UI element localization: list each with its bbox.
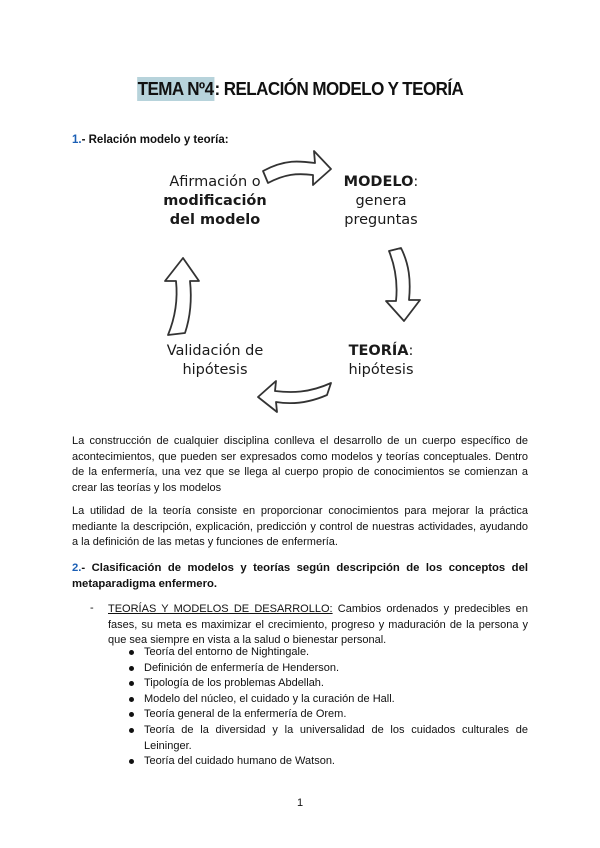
label-rest: : bbox=[413, 174, 419, 190]
page-number: 1 bbox=[296, 797, 304, 809]
label-line: preguntas bbox=[344, 212, 418, 228]
label-line: hipótesis bbox=[348, 362, 414, 378]
diagram-label-model bbox=[326, 173, 436, 230]
theory-list bbox=[108, 645, 528, 770]
paragraph-2: La utilidad de la teoría consiste en proporcionar conocimientos para mejorar la práctica mediante la descripción, explicación, predicción y control de nuestras actividades, ayudando a la definición de las metas y funciones de enfermería. bbox=[72, 505, 528, 549]
diagram-label-validation bbox=[155, 342, 275, 380]
label-bold: TEORÍA bbox=[348, 343, 409, 359]
arrow-down-icon bbox=[386, 248, 420, 321]
title-rest: : RELACIÓN MODELO Y TEORÍA bbox=[214, 78, 464, 99]
label-line: modificación bbox=[163, 193, 267, 209]
arrow-left-icon bbox=[258, 381, 331, 412]
list-item: Teoría general de la enfermería de Orem. bbox=[108, 707, 528, 723]
title-highlight: TEMA Nº4 bbox=[137, 78, 214, 99]
section-1-heading bbox=[72, 134, 229, 146]
paragraph-1: La construcción de cualquier disciplina conlleva el desarrollo de un cuerpo específico de acontecimientos, que pueden ser expresados como modelos y teorías conceptuales. Dentro de la enfermería, una vez que se llega al cuerpo propio de conocimientos se comienzan a crear las teorías y los modelos bbox=[72, 435, 528, 494]
list-item: Teoría del cuidado humano de Watson. bbox=[108, 754, 528, 770]
label-bold: MODELO bbox=[343, 174, 414, 190]
diagram-label-theory bbox=[326, 342, 436, 380]
subsection-heading: TEORÍAS Y MODELOS DE DESARROLLO: bbox=[108, 603, 333, 615]
section-2-heading bbox=[72, 561, 528, 592]
list-dash: - bbox=[90, 602, 94, 614]
section-2-number: 2. bbox=[72, 562, 82, 574]
subsection-text: Cambios ordenados y predecibles en fases, su meta es maximizar el crecimiento, progreso y maduración de la persona y que sea siempre en vista a la salud o bienestar personal. bbox=[108, 603, 528, 647]
label-line: genera bbox=[355, 193, 407, 209]
label-rest: : bbox=[408, 343, 414, 359]
list-item: Definición de enfermería de Henderson. bbox=[108, 661, 528, 677]
section-1-number: 1. bbox=[72, 134, 82, 146]
label-line: Afirmación o bbox=[169, 174, 261, 190]
list-item: Tipología de los problemas Abdellah. bbox=[108, 676, 528, 692]
section-1-title: - Relación modelo y teoría: bbox=[81, 134, 229, 146]
list-item: Teoría de la diversidad y la universalidad de los cuidados culturales de Leininger. bbox=[108, 723, 528, 754]
label-line: hipótesis bbox=[182, 362, 248, 378]
label-line: Validación de bbox=[166, 343, 264, 359]
list-item: Teoría del entorno de Nightingale. bbox=[108, 645, 528, 661]
arrow-up-icon bbox=[165, 258, 199, 335]
diagram-label-affirmation bbox=[150, 173, 280, 230]
list-item: Modelo del núcleo, el cuidado y la curación de Hall. bbox=[108, 692, 528, 708]
subsection-paragraph bbox=[108, 602, 528, 649]
page-title bbox=[24, 78, 576, 100]
label-line: del modelo bbox=[169, 212, 261, 228]
section-2-title: - Clasificación de modelos y teorías según descripción de los conceptos del metaparadigma enfermero. bbox=[72, 562, 528, 590]
